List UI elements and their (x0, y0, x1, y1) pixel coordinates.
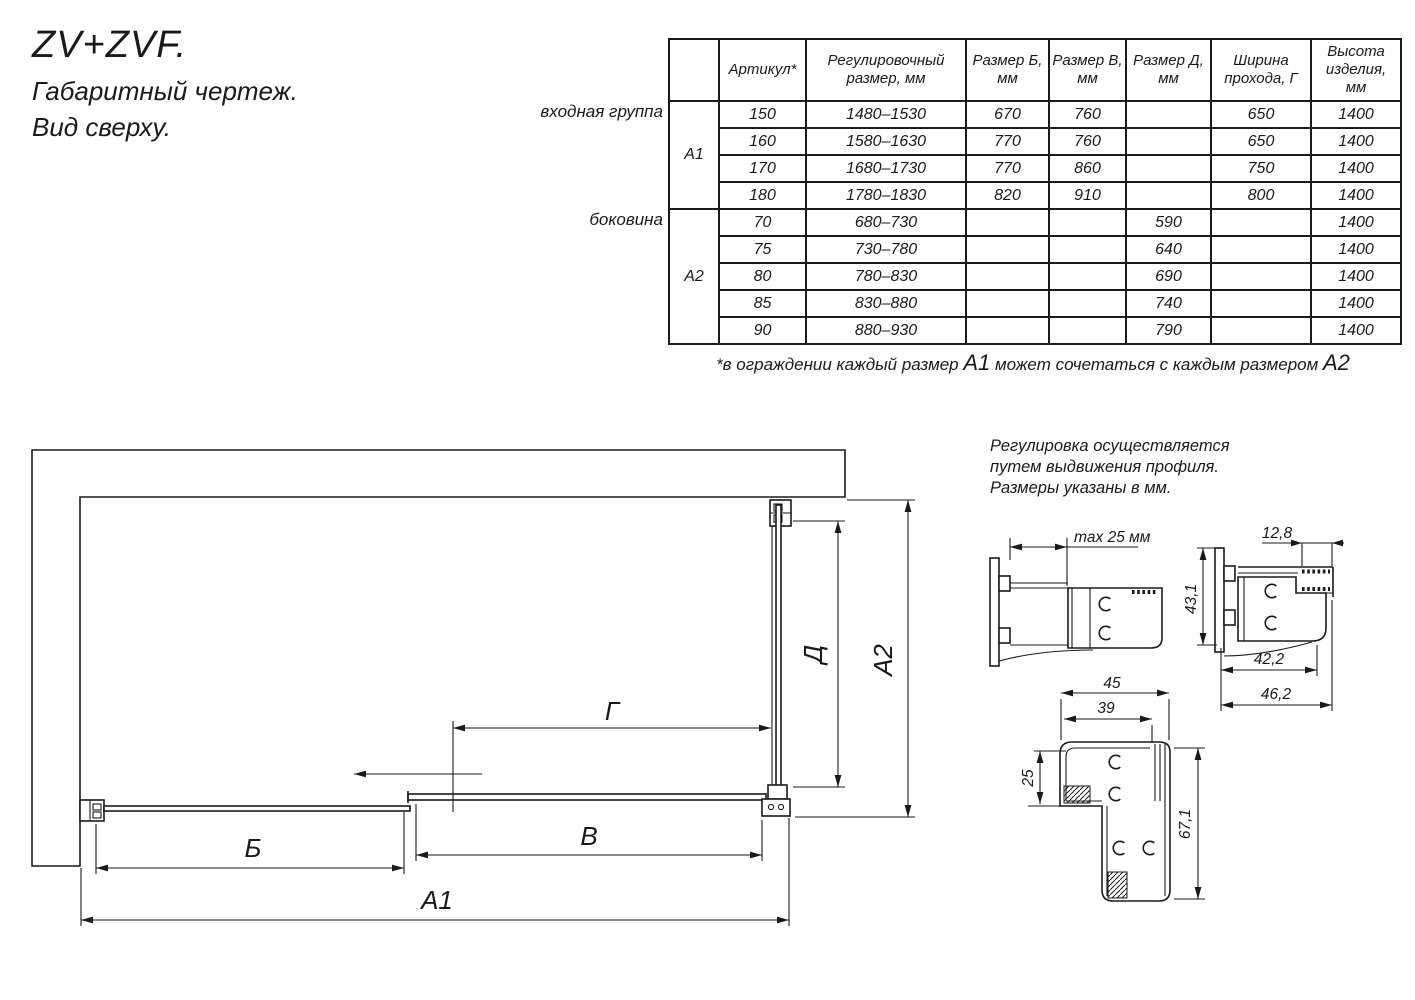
profile-dim-25: 25 (1020, 769, 1037, 787)
table-row (669, 155, 1401, 182)
cell-d (1126, 182, 1211, 209)
group-label-side: боковина (589, 210, 663, 229)
cell-b: 820 (966, 182, 1049, 209)
cell-h: 1400 (1311, 236, 1401, 263)
footnote-text-1: *в ограждении каждый размер (716, 355, 964, 374)
profile-detail-wall-section (1183, 525, 1344, 711)
profile-dim-42-2: 42,2 (1253, 651, 1285, 668)
cell-h: 1400 (1311, 155, 1401, 182)
cell-range: 680–730 (806, 209, 966, 236)
footnote-a2: А2 (1323, 350, 1350, 375)
note-line-2: путем выдвижения профиля. (990, 458, 1219, 476)
cell-g: 750 (1211, 155, 1311, 182)
table-row (669, 236, 1401, 263)
side-panel (762, 500, 791, 816)
cell-b (966, 263, 1049, 290)
cell-h: 1400 (1311, 317, 1401, 344)
cell-d: 640 (1126, 236, 1211, 263)
profile-dim-43-1: 43,1 (1183, 583, 1200, 615)
dim-label-a1: А1 (421, 885, 453, 915)
cell-v: 760 (1049, 128, 1126, 155)
cell-art: 160 (719, 128, 806, 155)
cell-h: 1400 (1311, 101, 1401, 128)
cell-v (1049, 317, 1126, 344)
footnote-a1: А1 (963, 350, 991, 375)
cell-v (1049, 290, 1126, 317)
cell-g: 650 (1211, 101, 1311, 128)
page-title: ZV+ZVF. (32, 24, 188, 66)
cell-art: 170 (719, 155, 806, 182)
profile-dim-45: 45 (1103, 675, 1121, 692)
cell-d: 790 (1126, 317, 1211, 344)
cell-h: 1400 (1311, 128, 1401, 155)
profile-dim-max25: max 25 мм (1074, 529, 1151, 546)
dimension-d (793, 521, 845, 787)
dimension-b (96, 812, 404, 874)
dim-label-b: Б (244, 833, 262, 863)
cell-g (1211, 317, 1311, 344)
sliding-door (354, 774, 766, 803)
cell-g (1211, 263, 1311, 290)
spec-table (668, 38, 1402, 345)
footnote-text-2: может сочетаться с каждым размером (990, 355, 1323, 374)
cell-range: 1480–1530 (806, 101, 966, 128)
cell-art: 150 (719, 101, 806, 128)
cell-b (966, 209, 1049, 236)
profile-detail-adjustment (990, 529, 1162, 666)
cell-v: 760 (1049, 101, 1126, 128)
cell-v (1049, 209, 1126, 236)
profile-details (955, 505, 1415, 915)
col-header-v: Размер В, мм (1049, 39, 1126, 101)
col-header-range: Регулировочный размер, мм (806, 39, 966, 101)
cell-art: 80 (719, 263, 806, 290)
footnote (648, 350, 1415, 376)
table-row (669, 182, 1401, 209)
dim-label-g: Г (604, 696, 620, 726)
cell-g: 650 (1211, 128, 1311, 155)
cell-b (966, 290, 1049, 317)
profile-dim-46-2: 46,2 (1260, 686, 1292, 703)
cell-v: 860 (1049, 155, 1126, 182)
group-label-entry: входная группа (540, 102, 663, 121)
profile-dim-12-8: 12,8 (1261, 525, 1293, 542)
table-row (669, 290, 1401, 317)
col-header-d: Размер Д, мм (1126, 39, 1211, 101)
cell-art: 90 (719, 317, 806, 344)
dim-label-v: В (580, 821, 598, 851)
table-row (669, 263, 1401, 290)
cell-range: 1680–1730 (806, 155, 966, 182)
cell-d: 740 (1126, 290, 1211, 317)
table-row (669, 101, 1401, 128)
cell-g (1211, 290, 1311, 317)
profile-dim-67-1: 67,1 (1177, 808, 1194, 840)
group-code-a1: А1 (669, 101, 719, 209)
cell-h: 1400 (1311, 182, 1401, 209)
cell-art: 85 (719, 290, 806, 317)
col-header-b: Размер Б, мм (966, 39, 1049, 101)
cell-g: 800 (1211, 182, 1311, 209)
cell-b (966, 236, 1049, 263)
dimension-v (416, 804, 762, 861)
table-row (669, 209, 1401, 236)
cell-range: 880–930 (806, 317, 966, 344)
adjustment-note (990, 436, 1230, 499)
cell-h: 1400 (1311, 263, 1401, 290)
profile-detail-corner (1020, 675, 1205, 901)
cell-art: 180 (719, 182, 806, 209)
wall-hatch (32, 450, 845, 866)
table-row (669, 128, 1401, 155)
cell-d (1126, 101, 1211, 128)
cell-v (1049, 236, 1126, 263)
cell-art: 70 (719, 209, 806, 236)
cell-d: 690 (1126, 263, 1211, 290)
cell-range: 780–830 (806, 263, 966, 290)
cell-b: 670 (966, 101, 1049, 128)
cell-g (1211, 209, 1311, 236)
cell-h: 1400 (1311, 209, 1401, 236)
table-header-row (669, 39, 1401, 101)
note-line-3: Размеры указаны в мм. (990, 479, 1172, 497)
cell-d: 590 (1126, 209, 1211, 236)
group-code-a2: А2 (669, 209, 719, 344)
col-header-group (669, 39, 719, 101)
cell-range: 830–880 (806, 290, 966, 317)
cell-art: 75 (719, 236, 806, 263)
profile-dim-39: 39 (1097, 700, 1115, 717)
cell-b (966, 317, 1049, 344)
note-line-1: Регулировка осуществляется (990, 437, 1230, 455)
cell-d (1126, 155, 1211, 182)
cell-d (1126, 128, 1211, 155)
dim-label-a2: А2 (868, 644, 898, 676)
cell-range: 730–780 (806, 236, 966, 263)
dim-label-d: Д (798, 644, 828, 664)
cell-v (1049, 263, 1126, 290)
page-subtitle-1: Габаритный чертеж. (32, 76, 298, 106)
main-drawing (20, 435, 960, 935)
col-header-artikul: Артикул* (719, 39, 806, 101)
cell-g (1211, 236, 1311, 263)
cell-b: 770 (966, 128, 1049, 155)
cell-v: 910 (1049, 182, 1126, 209)
col-header-g: Ширина прохода, Г (1211, 39, 1311, 101)
table-row (669, 317, 1401, 344)
page-subtitle-2: Вид сверху. (32, 112, 171, 142)
cell-h: 1400 (1311, 290, 1401, 317)
cell-b: 770 (966, 155, 1049, 182)
cell-range: 1780–1830 (806, 182, 966, 209)
dimension-a1 (81, 818, 789, 926)
fixed-panel (80, 800, 410, 821)
cell-range: 1580–1630 (806, 128, 966, 155)
col-header-h: Высота изделия, мм (1311, 39, 1401, 101)
